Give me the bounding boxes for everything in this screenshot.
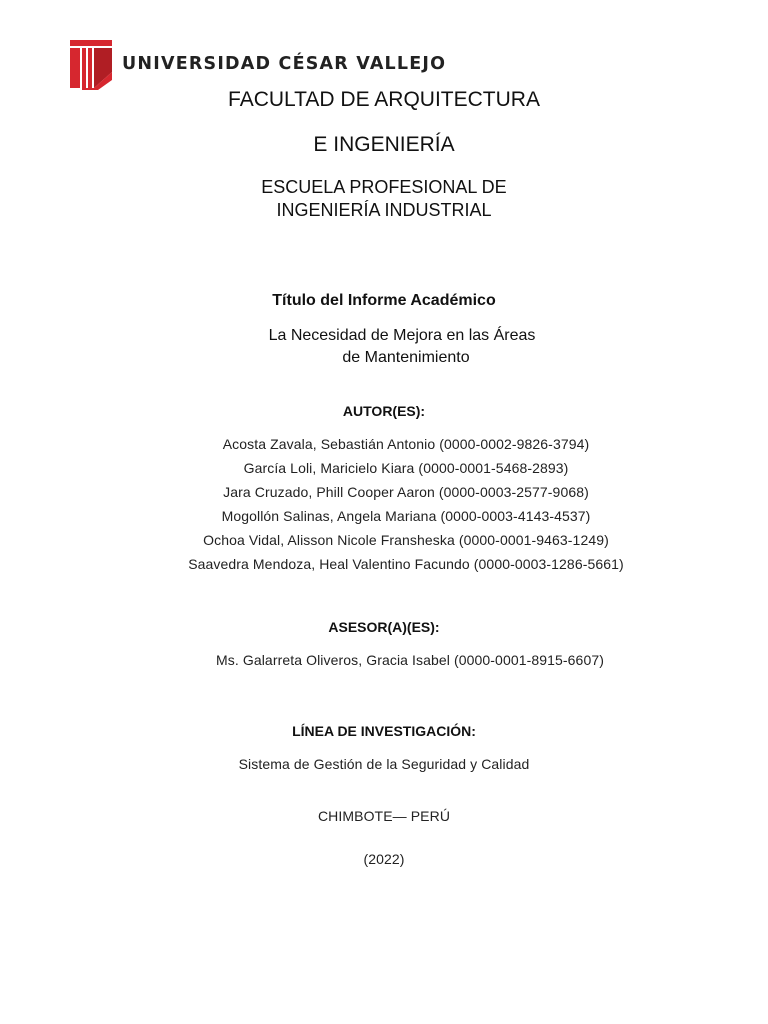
author-item: Mogollón Salinas, Angela Mariana (0000-0003-4143-4537) xyxy=(221,508,591,524)
author-item: Saavedra Mendoza, Heal Valentino Facundo (0000-0003-1286-5661) xyxy=(188,556,624,572)
year: (2022) xyxy=(363,851,405,867)
university-name: UNIVERSIDAD CÉSAR VALLEJO xyxy=(122,54,447,74)
research-line-heading: LÍNEA DE INVESTIGACIÓN: xyxy=(292,723,476,739)
author-item: Acosta Zavala, Sebastián Antonio (0000-0002-9826-3794) xyxy=(222,436,590,452)
report-title-line1: La Necesidad de Mejora en las Áreas xyxy=(268,327,536,344)
authors-heading: AUTOR(ES): xyxy=(342,403,426,419)
report-title-line2: de Mantenimiento xyxy=(342,349,470,366)
report-heading: Título del Informe Académico xyxy=(272,292,496,309)
faculty-line1: FACULTAD DE ARQUITECTURA xyxy=(228,88,540,111)
author-item: García Loli, Maricielo Kiara (0000-0001-5468-2893) xyxy=(243,460,569,476)
faculty-line2: E INGENIERÍA xyxy=(313,133,455,156)
advisors-heading: ASESOR(A)(ES): xyxy=(328,619,440,635)
advisor-item: Ms. Galarreta Oliveros, Gracia Isabel (0000-0001-8915-6607) xyxy=(216,652,604,668)
author-item: Ochoa Vidal, Alisson Nicole Fransheska (0000-0001-9463-1249) xyxy=(203,532,609,548)
research-line-value: Sistema de Gestión de la Seguridad y Calidad xyxy=(238,756,530,772)
location: CHIMBOTE— PERÚ xyxy=(317,808,451,824)
school-line1: ESCUELA PROFESIONAL DE xyxy=(261,177,507,197)
author-item: Jara Cruzado, Phill Cooper Aaron (0000-0003-2577-9068) xyxy=(223,484,589,500)
shield-icon xyxy=(70,40,112,90)
school-line2: INGENIERÍA INDUSTRIAL xyxy=(276,200,492,220)
